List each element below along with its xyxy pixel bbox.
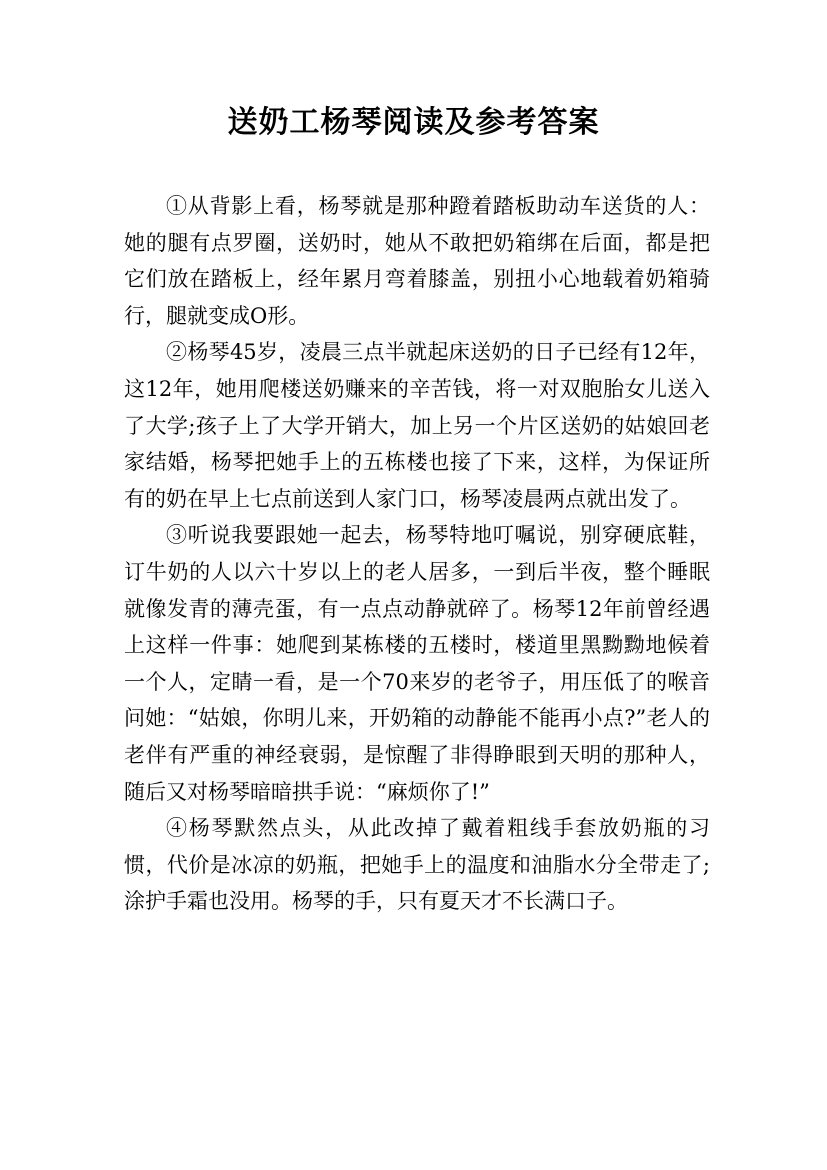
article-body: [124, 188, 710, 920]
paragraph-4: ④杨琴默然点头，从此改掉了戴着粗线手套放奶瓶的习惯，代价是冰凉的奶瓶，把她手上的温度和油脂水分全带走了;涂护手霜也没用。杨琴的手，只有夏天才不长满口子。: [124, 816, 710, 914]
paragraph-2: ②杨琴45岁，凌晨三点半就起床送奶的日子已经有12年，这12年，她用爬楼送奶赚来的辛苦钱，将一对双胞胎女儿送入了大学;孩子上了大学开销大，加上另一个片区送奶的姑娘回老家结婚，杨琴把她手上的五栋楼也接了下来，这样，为保证所有的奶在早上七点前送到人家门口，杨琴凌晨两点就出发了。: [124, 340, 710, 511]
paragraph-1: ①从背影上看，杨琴就是那种蹬着踏板助动车送货的人：她的腿有点罗圈，送奶时，她从不敢把奶箱绑在后面，都是把它们放在踏板上，经年累月弯着膝盖，别扭小心地载着奶箱骑行，腿就变成O形。: [124, 194, 710, 328]
paragraph-3: ③听说我要跟她一起去，杨琴特地叮嘱说，别穿硬底鞋，订牛奶的人以六十岁以上的老人居多，一到后半夜，整个睡眠就像发青的薄壳蛋，有一点点动静就碎了。杨琴12年前曾经遇上这样一件事：她爬到某栋楼的五楼时，楼道里黑黝黝地候着一个人，定睛一看，是一个70来岁的老爷子，用压低了的喉音问她：“姑娘，你明儿来，开奶箱的动静能不能再小点?”老人的老伴有严重的神经衰弱，是惊醒了非得睁眼到天明的那种人，随后又对杨琴暗暗拱手说：“麻烦你了!”: [124, 523, 710, 804]
document-title: 送奶工杨琴阅读及参考答案: [227, 105, 600, 140]
